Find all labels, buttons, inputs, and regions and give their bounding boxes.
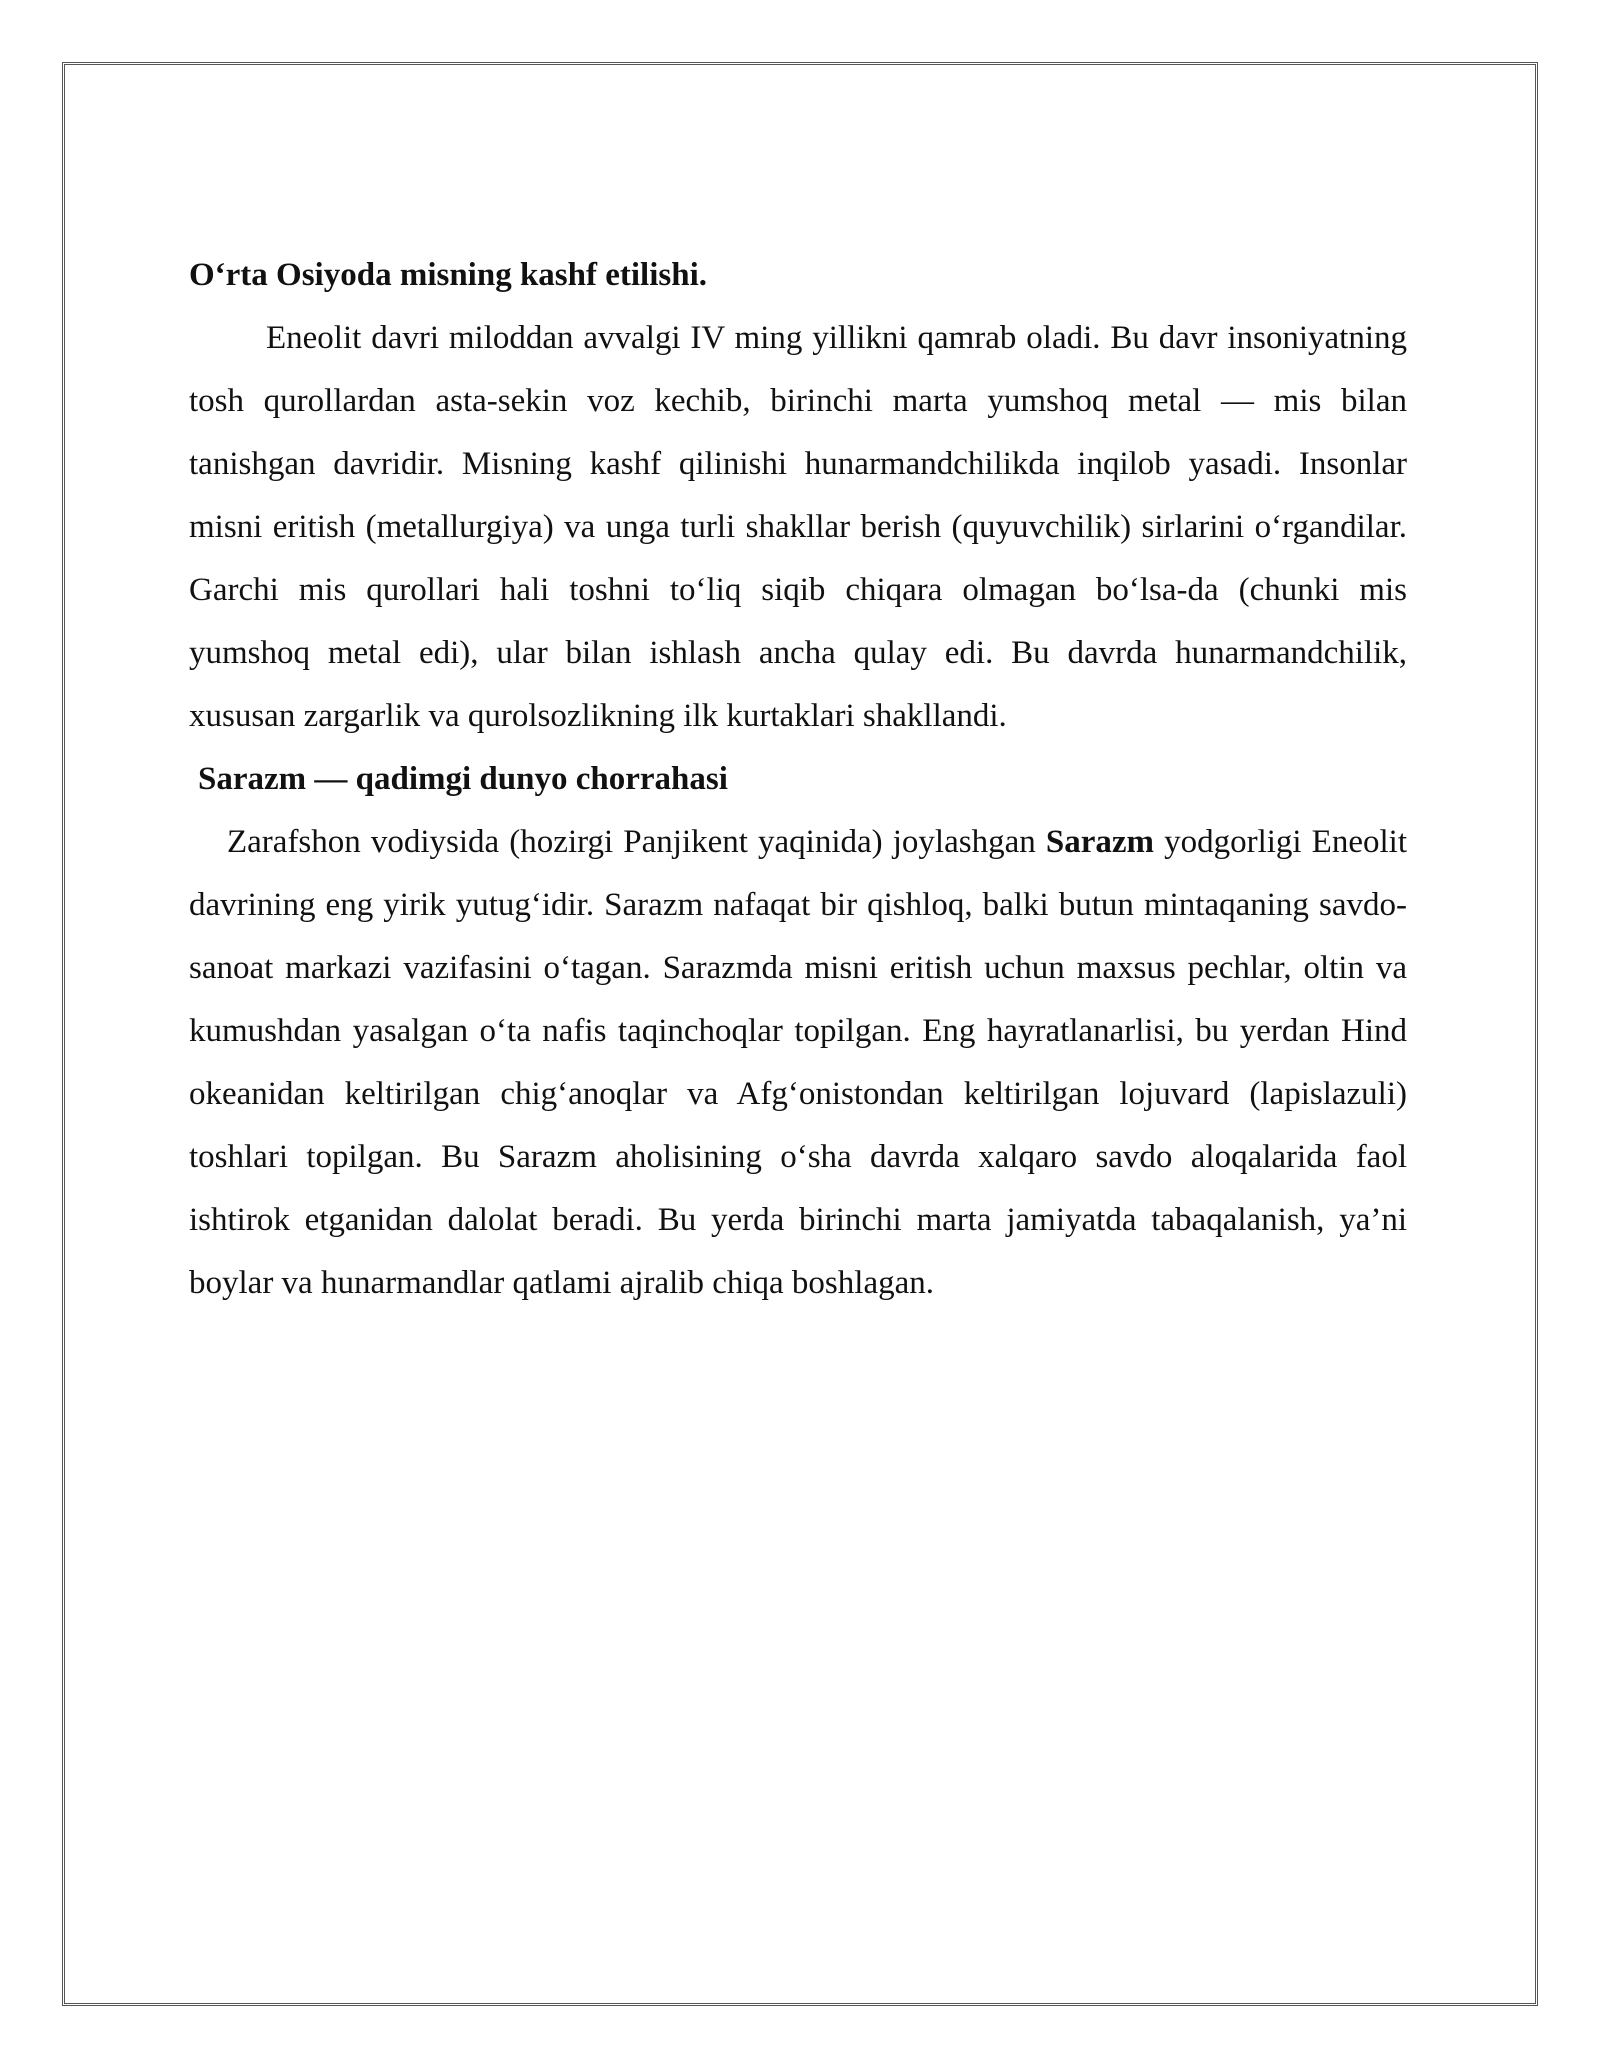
paragraph-eneolithic: Eneolit davri miloddan avvalgi IV ming yillikni qamrab oladi. Bu davr insoniyatning tosh qurollardan asta-sekin voz kechib, birinchi marta yumshoq metal — mis bilan tanishgan davridir. Misning kashf qilinishi hunarmandchilikda inqilob yasadi. Insonlar misni eritish (metallurgiya) va unga turli shakllar berish (quyuvchilik) sirlarini o‘rgandilar. Garchi mis qurollari hali toshni to‘liq siqib chiqara olmagan bo‘lsa-da (chunki mis yumshoq metal edi), ular bilan ishlash ancha qulay edi. Bu davrda hunarmandchilik, xususan zargarlik va qurolsozlikning ilk kurtaklari shakllandi.	[189, 320, 1407, 734]
document-body	[189, 244, 1407, 1315]
paragraph-sarazm	[189, 811, 1407, 1315]
section-heading-copper-discovery: O‘rta Osiyoda misning kashf etilishi.	[189, 257, 707, 293]
paragraph-sarazm-text-start: Zarafshon vodiysida (hozirgi Panjikent yaqinida) joylashgan	[227, 824, 1046, 860]
paragraph-sarazm-bold-term: Sarazm	[1045, 824, 1154, 860]
paragraph-sarazm-text-end: yodgorligi Eneolit davrining eng yirik yutug‘idir. Sarazm nafaqat bir qishloq, balki butun mintaqaning savdo-sanoat markazi vazifasini o‘tagan. Sarazmda misni eritish uchun maxsus pechlar, oltin va kumushdan yasalgan o‘ta nafis taqinchoqlar topilgan. Eng hayratlanarlisi, bu yerdan Hind okeanidan keltirilgan chig‘anoqlar va Afg‘onistondan keltirilgan lojuvard (lapislazuli) toshlari topilgan. Bu Sarazm aholisining o‘sha davrda xalqaro savdo aloqalarida faol ishtirok etganidan dalolat beradi. Bu yerda birinchi marta jamiyatda tabaqalanish, ya’ni boylar va hunarmandlar qatlami ajralib chiqa boshlagan.	[189, 824, 1407, 1301]
section-heading-sarazm: Sarazm — qadimgi dunyo chorrahasi	[198, 761, 728, 797]
